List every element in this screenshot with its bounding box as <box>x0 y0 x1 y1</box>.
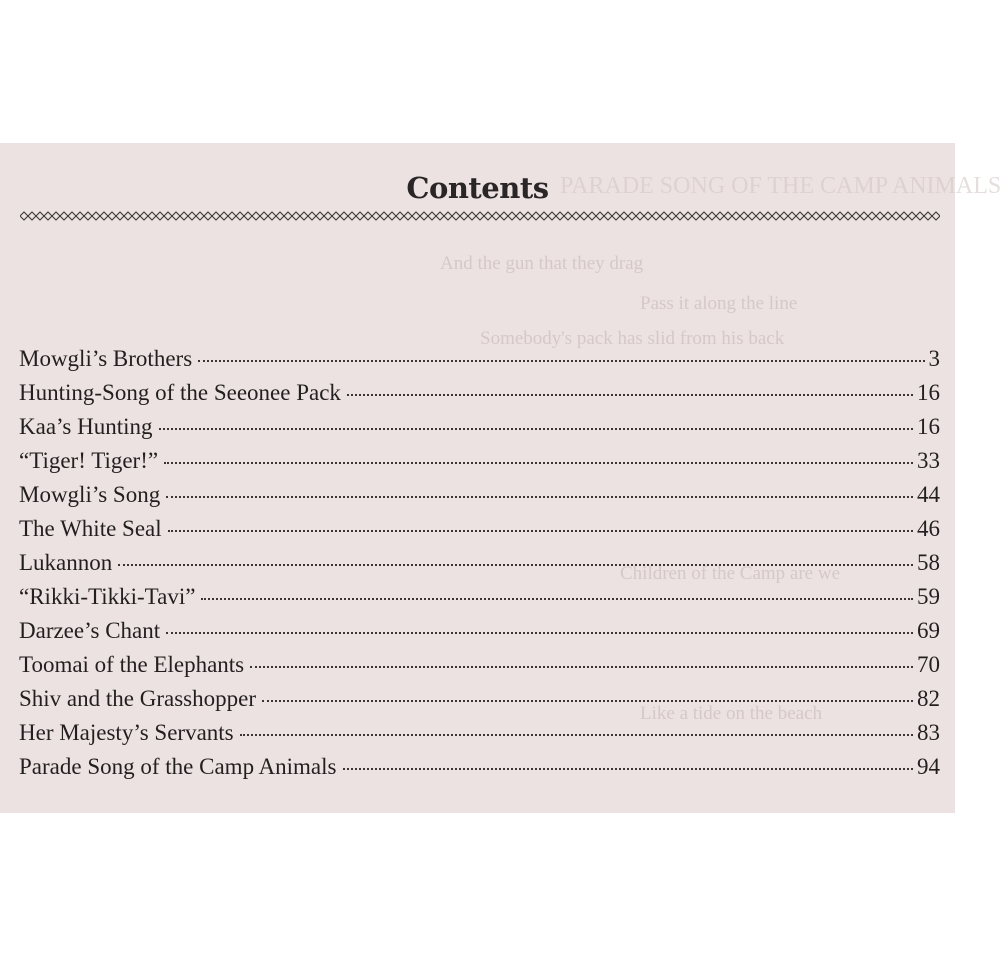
dot-leader <box>250 666 913 668</box>
toc-entry[interactable] <box>19 720 940 754</box>
dot-leader <box>168 530 913 532</box>
dot-leader <box>198 360 924 362</box>
toc-entry[interactable] <box>19 482 940 516</box>
toc-entry-page: 16 <box>917 380 940 405</box>
toc-entry[interactable] <box>19 380 940 414</box>
toc-entry[interactable] <box>19 686 940 720</box>
toc-entry-title: “Tiger! Tiger!” <box>19 448 159 473</box>
page-title: Contents <box>406 171 549 205</box>
dot-leader <box>159 428 913 430</box>
toc-entry-title: “Rikki-Tikki-Tavi” <box>19 584 196 609</box>
dot-leader <box>166 632 913 634</box>
table-of-contents <box>19 346 940 788</box>
show-through-text: Like a tide on the beach <box>640 703 823 724</box>
toc-entry-page: 69 <box>917 618 940 643</box>
dot-leader <box>343 768 914 770</box>
toc-entry[interactable] <box>19 652 940 686</box>
toc-entry-page: 44 <box>917 482 940 507</box>
toc-entry[interactable] <box>19 618 940 652</box>
toc-entry-title: Kaa’s Hunting <box>19 414 153 439</box>
toc-entry-title: Shiv and the Grasshopper <box>19 686 256 711</box>
show-through-text: Pass it along the line <box>640 293 798 314</box>
toc-entry-page: 33 <box>917 448 940 473</box>
dot-leader <box>262 700 913 702</box>
show-through-text: And the gun that they drag <box>440 253 644 274</box>
toc-entry-page: 3 <box>928 346 940 371</box>
toc-entry[interactable] <box>19 584 940 618</box>
toc-entry-page: 70 <box>917 652 940 677</box>
toc-entry-title: Parade Song of the Camp Animals <box>19 754 337 779</box>
toc-entry-title: Mowgli’s Song <box>19 482 161 507</box>
dot-leader <box>118 564 913 566</box>
dot-leader <box>166 496 913 498</box>
toc-entry[interactable] <box>19 448 940 482</box>
toc-entry[interactable] <box>19 346 940 380</box>
toc-entry-title: Her Majesty’s Servants <box>19 720 234 745</box>
toc-entry-page: 58 <box>917 550 940 575</box>
toc-entry-page: 82 <box>917 686 940 711</box>
toc-entry[interactable] <box>19 516 940 550</box>
toc-entry[interactable] <box>19 754 940 788</box>
ornamental-divider <box>20 210 940 222</box>
show-through-text: Somebody's pack has slid from his back <box>480 328 785 349</box>
toc-entry[interactable] <box>19 414 940 448</box>
toc-entry-title: Mowgli’s Brothers <box>19 346 193 371</box>
toc-entry-title: The White Seal <box>19 516 162 541</box>
toc-entry-title: Lukannon <box>19 550 113 575</box>
toc-entry-page: 16 <box>917 414 940 439</box>
toc-entry-title: Toomai of the Elephants <box>19 652 245 677</box>
dot-leader <box>347 394 913 396</box>
toc-entry-title: Hunting-Song of the Seeonee Pack <box>19 380 341 405</box>
dot-leader <box>164 462 913 464</box>
toc-entry-page: 46 <box>917 516 940 541</box>
show-through-text: PARADE SONG OF THE CAMP ANIMALS <box>560 173 1001 199</box>
dot-leader <box>201 598 913 600</box>
toc-entry-page: 59 <box>917 584 940 609</box>
toc-entry[interactable] <box>19 550 940 584</box>
toc-entry-page: 83 <box>917 720 940 745</box>
toc-entry-page: 94 <box>917 754 940 779</box>
dot-leader <box>240 734 913 736</box>
book-page <box>0 143 1001 813</box>
toc-entry-title: Darzee’s Chant <box>19 618 161 643</box>
show-through-text: Children of the Camp are we <box>620 563 841 584</box>
